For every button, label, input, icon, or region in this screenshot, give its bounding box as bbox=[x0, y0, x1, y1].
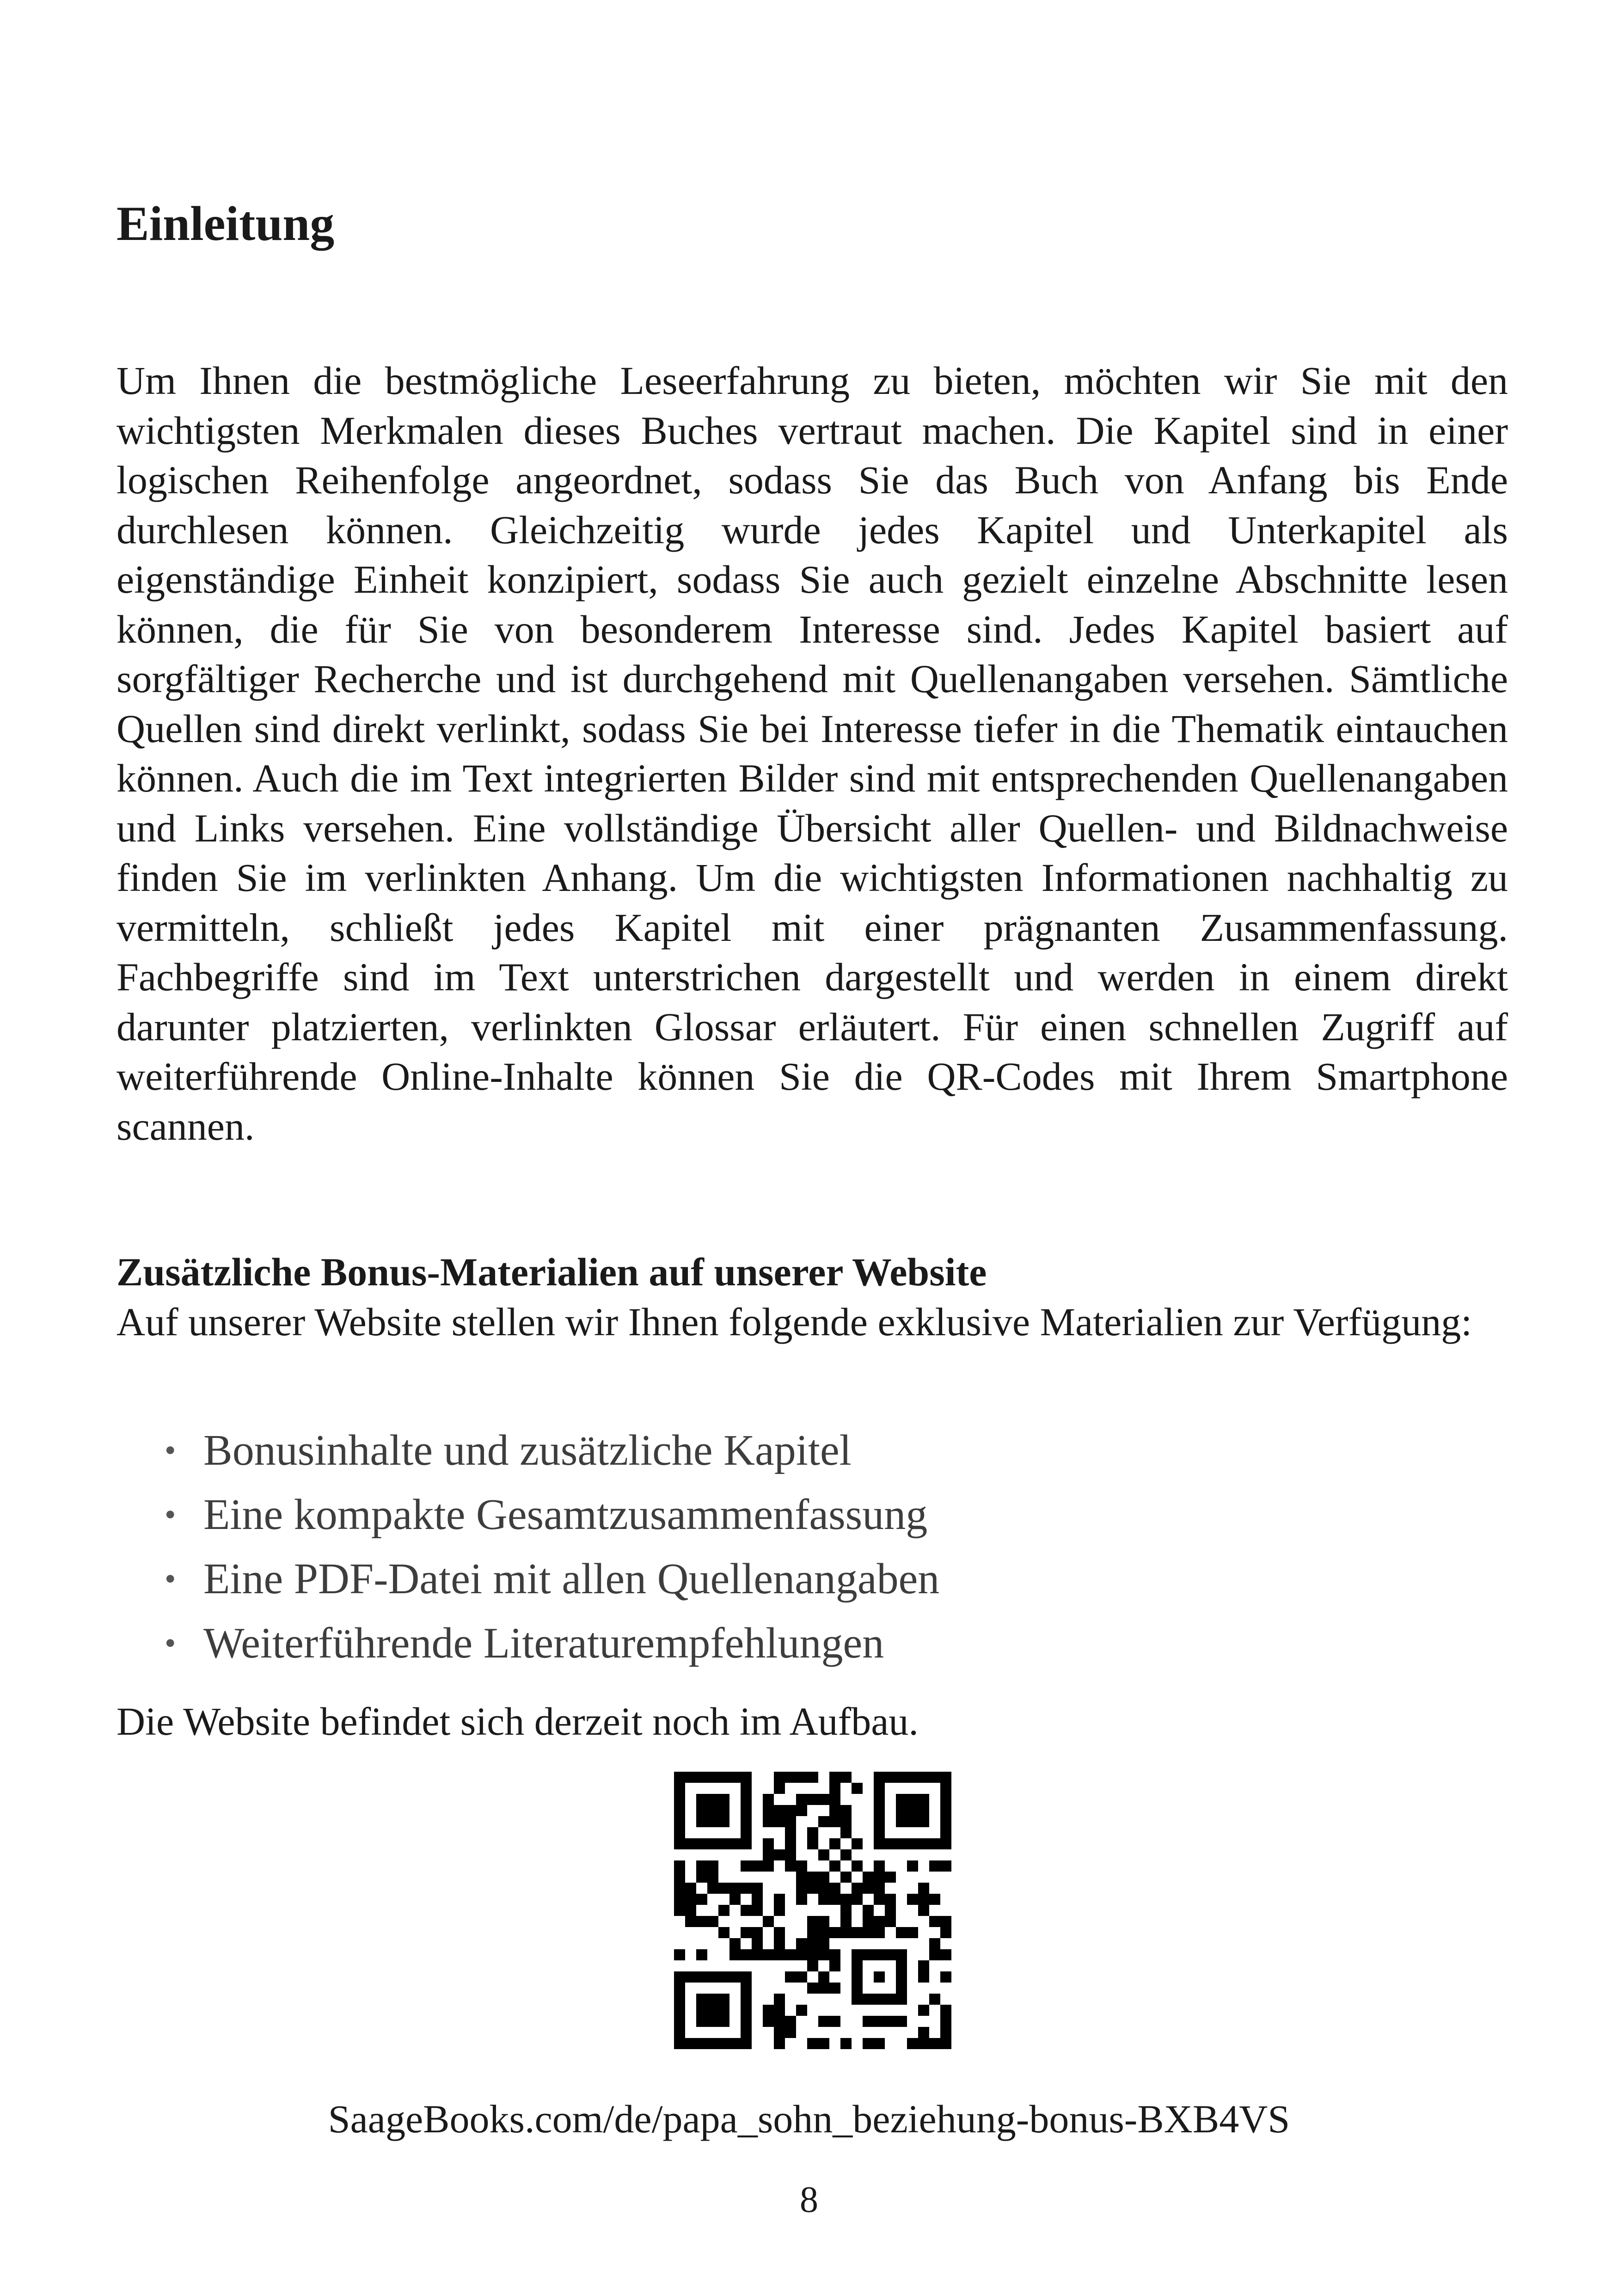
list-item-text: Eine PDF-Datei mit allen Quellenangaben bbox=[203, 1555, 940, 1603]
page-title: Einleitung bbox=[116, 196, 335, 251]
closing-note: Die Website befindet sich derzeit noch im Aufbau. bbox=[116, 1699, 919, 1743]
bullet-icon: • bbox=[165, 1433, 176, 1468]
intro-paragraph: Um Ihnen die bestmögliche Leseerfahrung zu bieten, möchten wir Sie mit den wichtigsten Merkmalen dieses Buches vertraut machen. Die Kapitel sind in einer logischen Reihenfolge angeordnet, sodass Sie das Buch von Anfang bis Ende durchlesen können. Gleichzeitig wurde jedes Kapitel und Unterkapitel als eigenständige Einheit konzipiert, sodass Sie auch gezielt einzelne Abschnitte lesen können, die für Sie von besonderem Interesse sind. Jedes Kapitel basiert auf sorgfältiger Recherche und ist durchgehend mit Quellenangaben versehen. Sämtliche Quellen sind direkt verlinkt, sodass Sie bei Interesse tiefer in die Thematik eintauchen können. Auch die im Text integrierten Bilder sind mit entsprechenden Quellenangaben und Links versehen. Eine vollständige Übersicht aller Quellen- und Bildnachweise finden Sie im verlinkten Anhang. Um die wichtigsten Informationen nachhaltig zu vermitteln, schließt jedes Kapitel mit einer prägnanten Zusammenfassung. Fachbegriffe sind im Text unterstrichen dargestellt und werden in einem direkt darunter platzierten, verlinkten Glossar erläutert. Für einen schnellen Zugriff auf weiterführende Online-Inhalte können Sie die QR-Codes mit Ihrem Smartphone scannen. bbox=[116, 358, 1508, 1148]
list-item bbox=[116, 1547, 1508, 1611]
list-item bbox=[116, 1611, 1508, 1676]
bullet-icon: • bbox=[165, 1497, 176, 1533]
bonus-url-link[interactable]: SaageBooks.com/de/papa_sohn_beziehung-bonus-BXB4VS bbox=[328, 2097, 1290, 2141]
list-item bbox=[116, 1483, 1508, 1547]
bullet-icon: • bbox=[165, 1561, 176, 1597]
page-number: 8 bbox=[800, 2179, 818, 2220]
list-item-text: Bonusinhalte und zusätzliche Kapitel bbox=[203, 1426, 852, 1474]
list-item-text: Eine kompakte Gesamtzusammenfassung bbox=[203, 1491, 928, 1539]
qr-code-icon[interactable] bbox=[674, 1772, 951, 2049]
bonus-list bbox=[116, 1418, 1508, 1676]
bullet-icon: • bbox=[165, 1626, 176, 1661]
list-item-text: Weiterführende Literaturempfehlungen bbox=[203, 1619, 884, 1667]
list-item bbox=[116, 1418, 1508, 1483]
bonus-heading: Zusätzliche Bonus-Materialien auf unserer Website bbox=[116, 1250, 987, 1294]
bonus-intro: Auf unserer Website stellen wir Ihnen folgende exklusive Materialien zur Verfügung: bbox=[116, 1300, 1472, 1344]
